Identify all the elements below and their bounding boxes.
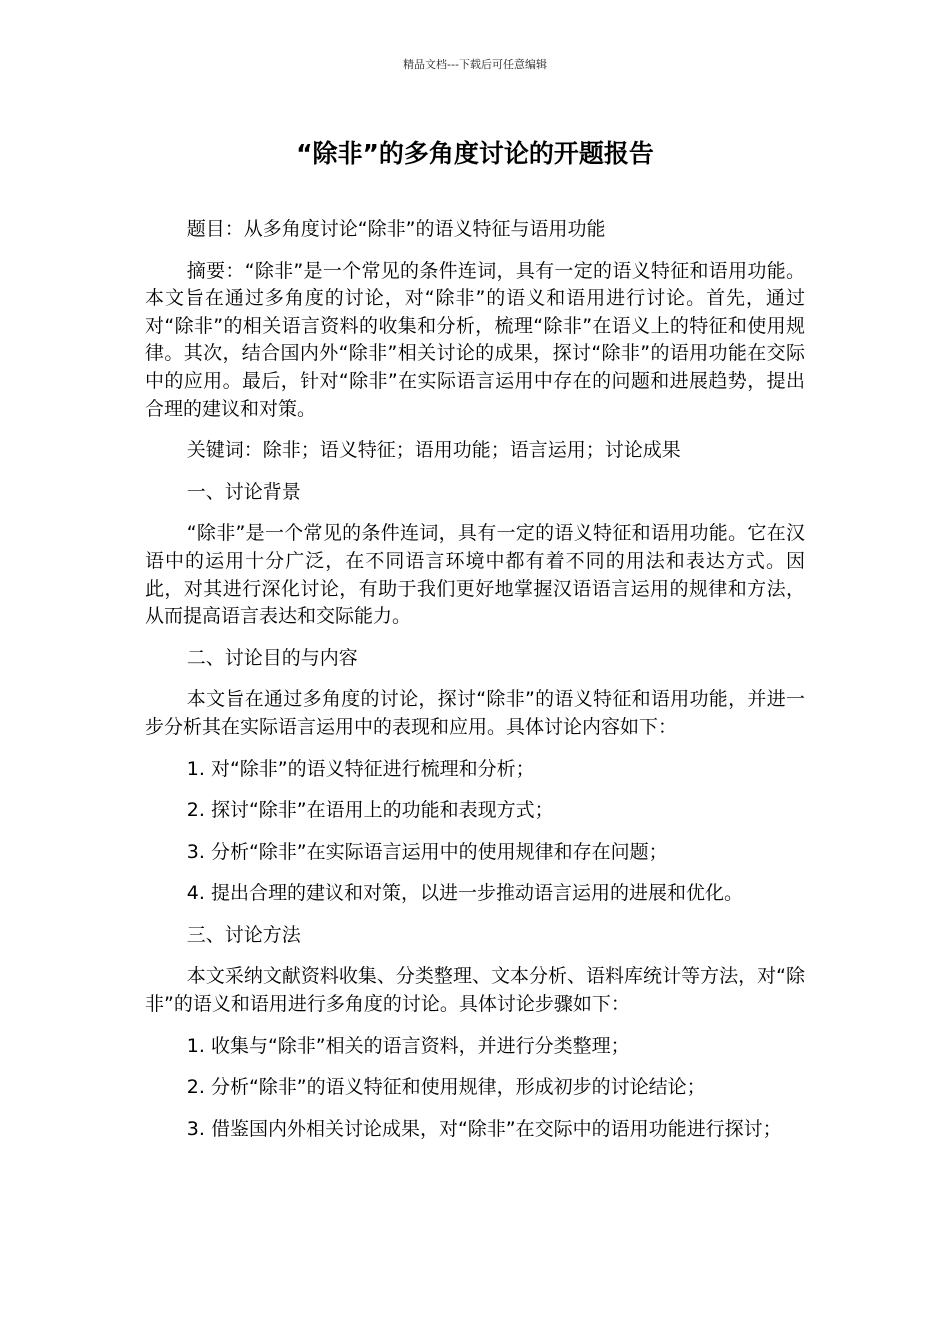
purpose-paragraph: 本文旨在通过多角度的讨论，探讨“除非”的语义特征和语用功能，并进一步分析其在实际语言运用中的表现和应用。具体讨论内容如下： — [145, 688, 805, 738]
method-list-item: 3. 借鉴国内外相关讨论成果，对“除非”在交际中的语用功能进行探讨； — [186, 1117, 782, 1140]
page-header-note: 精品文档---下载后可任意编辑 — [403, 58, 547, 71]
method-paragraph: 本文采纳文献资料收集、分类整理、文本分析、语料库统计等方法，对“除非”的语义和语用进行多角度的讨论。具体讨论步骤如下： — [145, 965, 805, 1016]
keywords-line: 关键词：除非；语义特征；语用功能；语言运用；讨论成果 — [186, 439, 681, 462]
method-list-item: 1. 收集与“除非”相关的语言资料，并进行分类整理； — [186, 1034, 630, 1057]
topic-line: 题目：从多角度讨论“除非”的语义特征与语用功能 — [186, 218, 606, 240]
background-paragraph: “除非”是一个常见的条件连词，具有一定的语义特征和语用功能。它在汉语中的运用十分广泛，在不同语言环境中都有着不同的用法和表达方式。因此，对其进行深化讨论，有助于我们更好地掌握汉语语言运用的规律和方法，从而提高语言表达和交际能力。 — [145, 522, 805, 628]
content-list-item: 4. 提出合理的建议和对策，以进一步推动语言运用的进展和优化。 — [186, 882, 743, 905]
content-list-item: 2. 探讨“除非”在语用上的功能和表现方式； — [186, 799, 554, 822]
section-heading-background: 一、讨论背景 — [186, 480, 301, 503]
content-list-item: 3. 分析“除非”在实际语言运用中的使用规律和存在问题； — [186, 840, 668, 863]
document-body — [145, 216, 805, 1157]
section-heading-method: 三、讨论方法 — [186, 923, 301, 946]
document-title: “除非”的多角度讨论的开题报告 — [296, 139, 654, 168]
abstract-paragraph: 摘要：“除非”是一个常见的条件连词，具有一定的语义特征和语用功能。本文旨在通过多角度的讨论，对“除非”的语义和语用进行讨论。首先，通过对“除非”的相关语言资料的收集和分析，梳理“除非”在语义上的特征和使用规律。其次，结合国内外“除非”相关讨论的成果，探讨“除非”的语用功能在交际中的应用。最后，针对“除非”在实际语言运用中存在的问题和进展趋势，提出合理的建议和对策。 — [145, 259, 805, 420]
section-heading-purpose: 二、讨论目的与内容 — [186, 646, 358, 669]
content-list-item: 1. 对“除非”的语义特征进行梳理和分析； — [186, 757, 535, 780]
method-list-item: 2. 分析“除非”的语义特征和使用规律，形成初步的讨论结论； — [186, 1076, 706, 1099]
